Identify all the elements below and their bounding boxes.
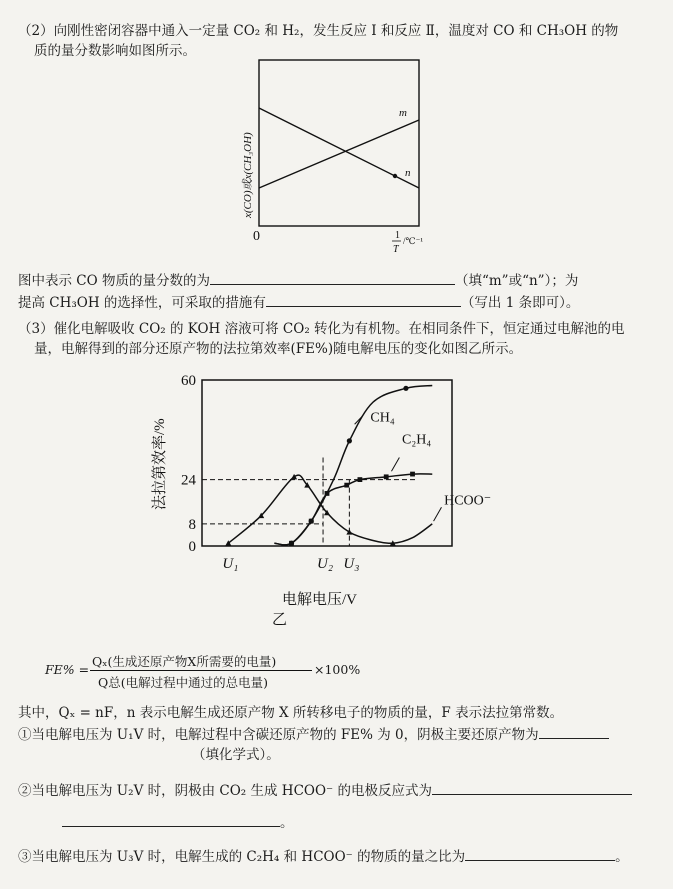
q2-line1: （2）向刚性密闭容器中通入一定量 CO₂ 和 H₂，发生反应 Ⅰ 和反应 Ⅱ，温度对 CO 和 CH₃OH 的物 [18,23,619,39]
series-label-0: CH₄ [370,410,395,426]
point-c2h4 [289,541,294,546]
chart-title: 乙 [272,612,288,628]
answer-blank-3[interactable] [539,738,609,739]
series-line-0 [274,386,432,545]
point-c2h4 [344,483,349,488]
label-m: m [399,107,407,119]
y-tick-label: 24 [181,472,196,489]
formula-denominator: Q总(电解过程中通过的总电量) [98,675,269,690]
q3-where: 其中，Qₓ = nF，n 表示电解生成还原产物 X 所转移电子的物质的量，F 表示法拉第常数。 [18,705,564,721]
q3-part1: ①当电解电压为 U₁V 时，电解过程中含碳还原产物的 FE% 为 0，阴极主要还原产物为 [18,726,609,744]
leader-c2h4 [391,457,399,471]
answer-blank-4[interactable] [432,794,632,795]
fraction-bar [90,670,312,671]
x-tick-label: U₃ [343,556,360,572]
point-c2h4 [410,472,415,477]
q3-part3: ③当电解电压为 U₃V 时，电解生成的 C₂H₄ 和 HCOO⁻ 的物质的量之比为 。 [18,849,629,865]
x-tick-label: U₂ [317,556,334,572]
series-label-2: HCOO⁻ [444,493,492,509]
q2-fill2: 提高 CH₃OH 的选择性，可采取的措施有 （写出 1 条即可）。 [18,295,580,311]
point-c2h4 [325,491,330,496]
y-axis-label: 法拉第效率/% [152,418,168,510]
faradaic-efficiency-chart [140,368,492,630]
y-tick-label: 8 [188,516,196,533]
graph1-xlabel-den: T [393,244,399,255]
leader-hcoo [434,507,442,521]
x-axis-label: 电解电压/V [282,592,358,608]
answer-blank-5[interactable] [62,826,280,827]
y-tick-label: 60 [181,373,196,389]
graph1-xlabel-unit: /℃⁻¹ [403,236,424,246]
point-c2h4 [384,474,389,479]
q2-fill1: 图中表示 CO 物质的量分数的为 （填“m”或“n”）；为 [18,273,579,289]
formula-numerator: Qₓ(生成还原产物X所需要的电量) [92,654,277,669]
point-ch4 [403,386,408,391]
graph1-xlabel-num: 1 [395,230,400,241]
point-n [393,174,397,178]
chart-frame [202,380,452,546]
graph-temperature [235,58,435,258]
series-label-1: C₂H₄ [402,432,432,448]
q2-line2: 质的量分数影响如图所示。 [34,43,196,59]
q3-line2: 量，电解得到的部分还原产物的法拉第效率(FE%)随电解电压的变化如图乙所示。 [34,341,523,357]
formula-rhs: ×100% [314,662,361,677]
q3-line1: （3）催化电解吸收 CO₂ 的 KOH 溶液可将 CO₂ 转化为有机物。在相同条件下，恒定通过电解池的电 [18,321,625,337]
point-c2h4 [309,519,314,524]
y-tick-label: 0 [188,539,196,555]
q3-part2: ②当电解电压为 U₂V 时，阴极由 CO₂ 生成 HCOO⁻ 的电极反应式为 [18,782,632,800]
point-ch4 [347,438,352,443]
q3-part2-cont: 。 [62,814,294,832]
point-c2h4 [357,477,362,482]
point-hcoo [291,474,297,480]
q3-part1-post: （填化学式）。 [192,747,280,763]
x-tick-label: U₁ [222,556,239,572]
formula-lhs: FE% = [45,662,90,677]
label-n: n [405,167,411,179]
graph1-frame [259,60,419,226]
answer-blank-1[interactable] [210,284,455,285]
answer-blank-2[interactable] [266,306,461,307]
graph1-ylabel: x(CO)或x(CH₃OH) [242,132,254,218]
answer-blank-6[interactable] [465,860,615,861]
graph1-origin: 0 [253,229,260,244]
